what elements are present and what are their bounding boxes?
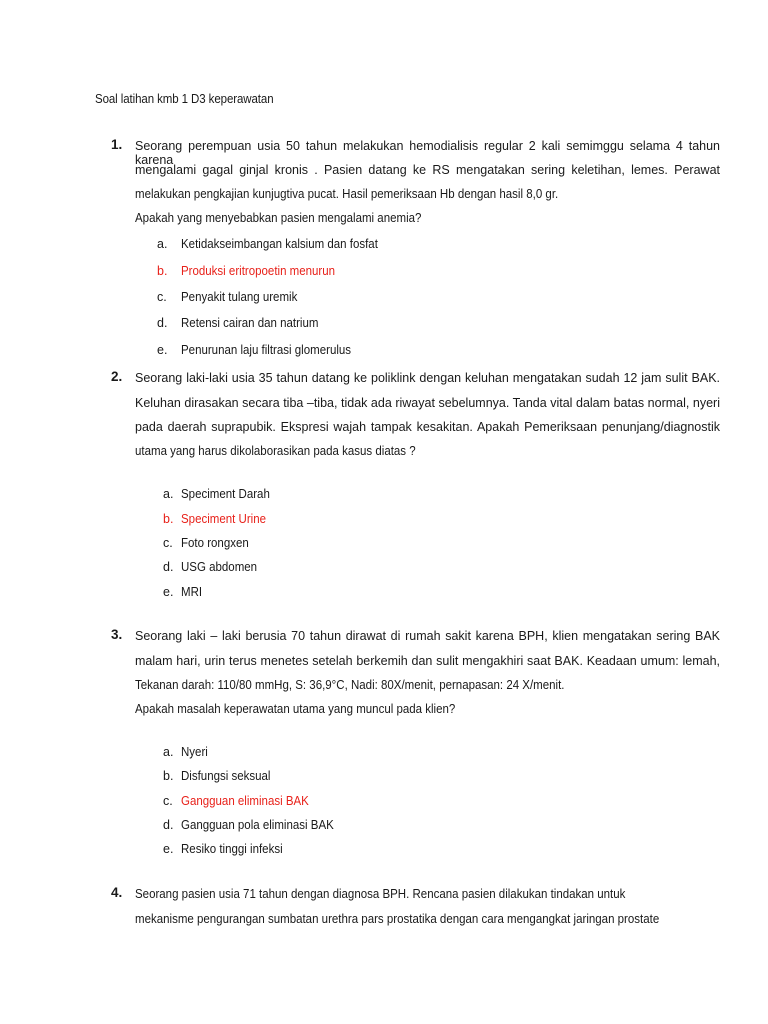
option-letter: b. [163,769,174,783]
option-text: Speciment Darah [181,487,270,501]
question-number: 2. [111,369,123,384]
question-text-line: malam hari, urin terus menetes setelah berkemih dan sulit mengakhiri saat BAK. Keadaan umum: lemah, [135,654,720,668]
question-text-line: Seorang perempuan usia 50 tahun melakukan hemodialisis regular 2 kali semimggu selama 4 tahun karena [135,139,720,167]
option-letter: b. [157,264,168,278]
option-text: Ketidakseimbangan kalsium dan fosfat [181,237,378,251]
option-text: Foto rongxen [181,536,249,550]
option-letter: d. [163,560,174,574]
question-text-line: Seorang laki-laki usia 35 tahun datang ke poliklink dengan keluhan mengatakan sudah 12 jam sulit BAK. [135,371,720,385]
option-letter: a. [163,745,174,759]
question-text-line: Seorang pasien usia 71 tahun dengan diagnosa BPH. Rencana pasien dilakukan tindakan untuk [135,887,626,901]
question-text-line: Seorang laki – laki berusia 70 tahun dirawat di rumah sakit karena BPH, klien mengatakan sering BAK [135,629,720,643]
option-text: Resiko tinggi infeksi [181,842,283,856]
question-text-line: melakukan pengkajian kunjugtiva pucat. Hasil pemeriksaan Hb dengan hasil 8,0 gr. [135,187,559,201]
option-letter: b. [163,512,174,526]
option-letter: e. [157,343,168,357]
option-letter: e. [163,842,174,856]
question-prompt: utama yang harus dikolaborasikan pada kasus diatas ? [135,444,416,458]
option-text: USG abdomen [181,560,258,574]
option-letter: d. [157,316,168,330]
question-text-line: mengalami gagal ginjal kronis . Pasien datang ke RS mengatakan sering keletihan, lemes. Perawat [135,163,720,177]
question-text-line: Keluhan dirasakan secara tiba –tiba, tidak ada riwayat sebelumnya. Tanda vital dalam batas normal, nyeri [135,396,720,410]
option-text: Penyakit tulang uremik [181,290,298,304]
option-letter: a. [157,237,168,251]
question-text-line: Tekanan darah: 110/80 mmHg, S: 36,9°C, Nadi: 80X/menit, pernapasan: 24 X/menit. [135,678,565,692]
question-number: 1. [111,137,123,152]
question-number: 4. [111,885,123,900]
option-text: Speciment Urine [181,512,267,526]
document-title: Soal latihan kmb 1 D3 keperawatan [95,92,274,106]
question-text-line: pada daerah suprapubik. Ekspresi wajah tampak kesakitan. Apakah Pemeriksaan penunjang/diagnostik [135,420,720,434]
option-text: Retensi cairan dan natrium [181,316,319,330]
option-letter: c. [163,794,173,808]
question-text-line: mekanisme pengurangan sumbatan urethra pars prostatika dengan cara mengangkat jaringan prostate [135,912,660,926]
option-letter: d. [163,818,174,832]
option-text: MRI [181,585,203,599]
option-letter: c. [157,290,167,304]
question-prompt: Apakah masalah keperawatan utama yang muncul pada klien? [135,702,456,716]
option-letter: a. [163,487,174,501]
option-text: Produksi eritropoetin menurun [181,264,336,278]
option-letter: e. [163,585,174,599]
option-letter: c. [163,536,173,550]
option-text: Gangguan eliminasi BAK [181,794,309,808]
question-prompt: Apakah yang menyebabkan pasien mengalami anemia? [135,211,422,225]
option-text: Disfungsi seksual [181,769,271,783]
question-number: 3. [111,627,123,642]
option-text: Nyeri [181,745,208,759]
option-text: Penurunan laju filtrasi glomerulus [181,343,352,357]
option-text: Gangguan pola eliminasi BAK [181,818,334,832]
